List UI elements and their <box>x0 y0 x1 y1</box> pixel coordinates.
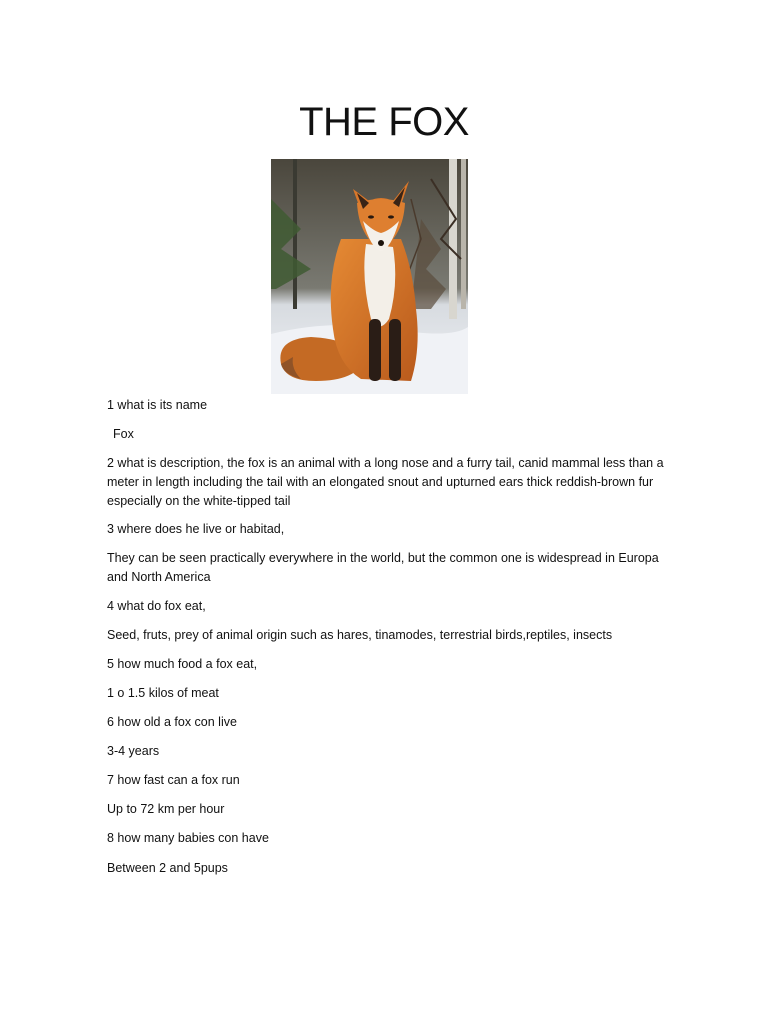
question-3: 3 where does he live or habitad, <box>107 522 285 536</box>
answer-8: Between 2 and 5pups <box>107 861 228 875</box>
fox-photo <box>271 159 468 394</box>
question-1: 1 what is its name <box>107 398 208 412</box>
answer-3: They can be seen practically everywhere in the world, but the common one is widespread in Europa and North America <box>107 551 659 584</box>
page-title: THE FOX <box>299 100 469 144</box>
question-4: 4 what do fox eat, <box>107 599 206 613</box>
fox-image <box>271 159 468 394</box>
question-2-with-answer: 2 what is description, the fox is an animal with a long nose and a furry tail, canid mammal less than a meter in length including the tail with an elongated snout and upturned ears thick reddish-brown fur especially on the white-tipped tail <box>107 456 664 508</box>
answer-6: 3-4 years <box>107 744 160 758</box>
answer-7: Up to 72 km per hour <box>107 802 225 816</box>
question-8: 8 how many babies con have <box>107 831 269 845</box>
answer-1: Fox <box>113 427 134 441</box>
answer-5: 1 o 1.5 kilos of meat <box>107 686 219 700</box>
question-7: 7 how fast can a fox run <box>107 773 240 787</box>
question-6: 6 how old a fox con live <box>107 715 237 729</box>
answer-4: Seed, fruts, prey of animal origin such as hares, tinamodes, terrestrial birds,reptiles, insects <box>107 628 613 642</box>
question-5: 5 how much food a fox eat, <box>107 657 258 671</box>
